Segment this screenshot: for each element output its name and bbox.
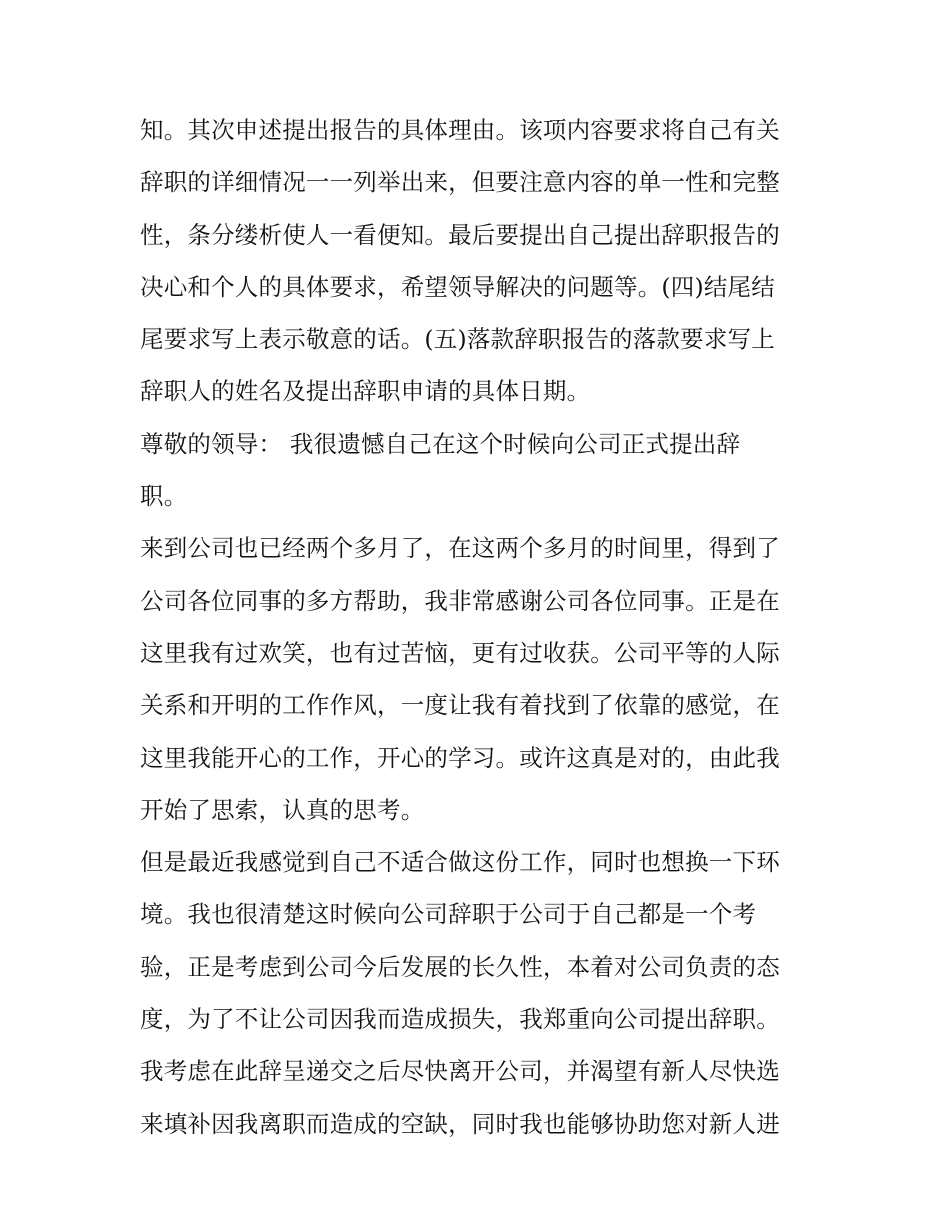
resignation-letter-text [140, 104, 820, 1150]
text-line: 职。 [140, 482, 188, 511]
text-line: 境。我也很清楚这时候向公司辞职于公司于自己都是一个考 [140, 900, 757, 929]
text-line: 尾要求写上表示敬意的话。(五)落款辞职报告的落款要求写上 [140, 325, 775, 354]
text-line: 这里我有过欢笑，也有过苦恼，更有过收获。公司平等的人际 [140, 638, 780, 667]
text-line: 我考虑在此辞呈递交之后尽快离开公司，并渴望有新人尽快选 [140, 1057, 780, 1086]
text-line: 度，为了不让公司因我而造成损失，我郑重向公司提出辞职。 [140, 1005, 780, 1034]
salutation-line: 尊敬的领导： 我很遗憾自己在这个时候向公司正式提出辞 [140, 429, 741, 458]
text-line: 公司各位同事的多方帮助，我非常感谢公司各位同事。正是在 [140, 586, 780, 615]
text-line: 这里我能开心的工作，开心的学习。或许这真是对的，由此我 [140, 743, 780, 772]
text-line: 辞职的详细情况一一列举出来，但要注意内容的单一性和完整 [140, 168, 780, 197]
text-line: 性，条分缕析使人一看便知。最后要提出自己提出辞职报告的 [140, 220, 780, 249]
text-line: 来填补因我离职而造成的空缺，同时我也能够协助您对新人进 [140, 1109, 780, 1138]
text-line: 辞职人的姓名及提出辞职申请的具体日期。 [140, 377, 591, 406]
text-line: 知。其次申述提出报告的具体理由。该项内容要求将自己有关 [140, 116, 780, 144]
text-line: 开始了思索，认真的思考。 [140, 795, 425, 824]
text-line: 决心和个人的具体要求，希望领导解决的问题等。(四)结尾结 [140, 272, 775, 301]
text-line: 验，正是考虑到公司今后发展的长久性，本着对公司负责的态 [140, 952, 780, 981]
text-line: 来到公司也已经两个多月了，在这两个多月的时间里，得到了 [140, 534, 780, 563]
text-line: 关系和开明的工作作风，一度让我有着找到了依靠的感觉，在 [140, 691, 780, 720]
text-line: 但是最近我感觉到自己不适合做这份工作，同时也想换一下环 [140, 848, 780, 877]
